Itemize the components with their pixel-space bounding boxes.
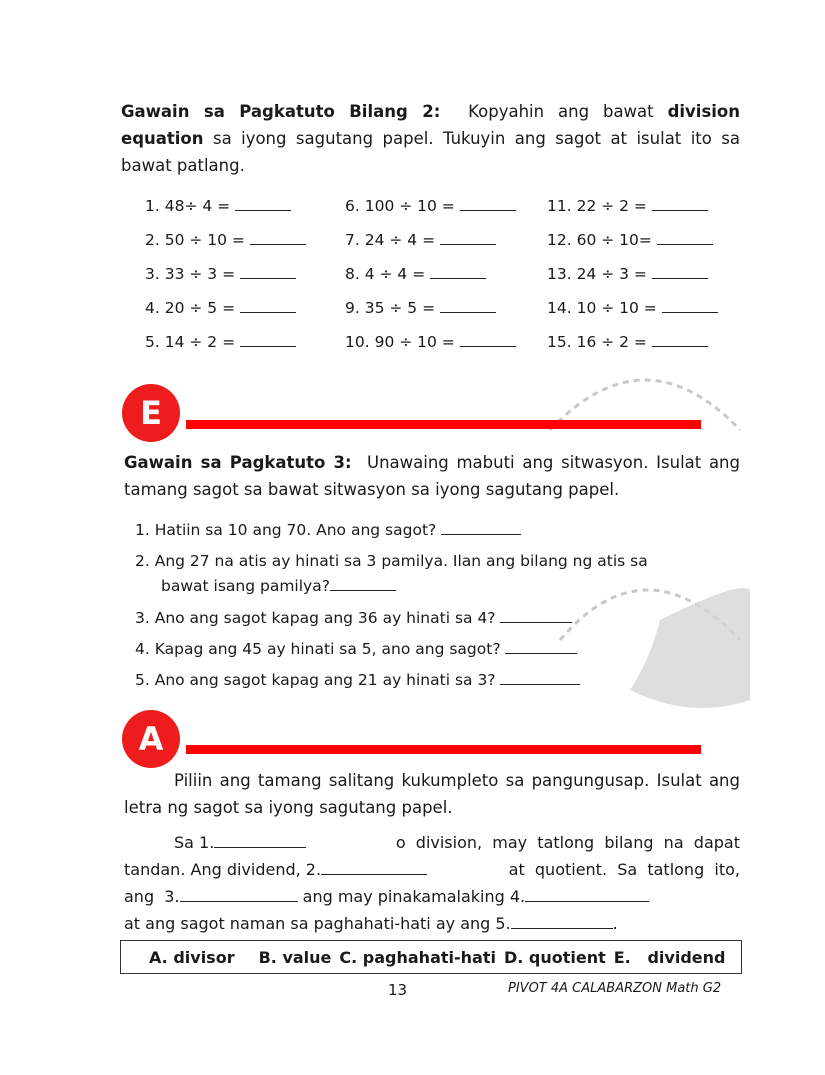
- answer-blank-1[interactable]: [214, 833, 306, 848]
- answer-blank[interactable]: [652, 196, 708, 211]
- answer-blank-5[interactable]: [511, 914, 613, 929]
- answer-blank[interactable]: [250, 230, 306, 245]
- answer-blank[interactable]: [460, 332, 516, 347]
- equation: 15. 16 ÷ 2 =: [547, 333, 647, 351]
- answer-blank[interactable]: [500, 670, 580, 685]
- choice-d: D. quotient: [503, 947, 606, 967]
- section-a-instruction: Piliin ang tamang salitang kukumpleto sa pangungusap. Isulat ang letra ng sagot sa iyong sagutang papel.: [124, 771, 740, 817]
- section-badge-e: E: [122, 384, 180, 442]
- equation: 7. 24 ÷ 4 =: [345, 231, 436, 249]
- equation: 5. 14 ÷ 2 =: [145, 333, 236, 351]
- activity-2-text1: Kopyahin ang bawat: [468, 102, 654, 121]
- equation-column-2: [345, 196, 516, 366]
- footer-title: PIVOT 4A CALABARZON Math G2: [508, 981, 722, 996]
- answer-blank[interactable]: [662, 298, 718, 313]
- activity-3-instructions: [124, 449, 740, 503]
- page-number: 13: [388, 981, 408, 999]
- activity-2-heading: Gawain sa Pagkatuto Bilang 2:: [121, 102, 441, 121]
- equation: 9. 35 ÷ 5 =: [345, 299, 436, 317]
- equation: 8. 4 ÷ 4 =: [345, 265, 426, 283]
- choice-a: A. divisor: [149, 947, 235, 967]
- equation: 1. 48÷ 4 =: [145, 197, 231, 215]
- list-item: 3. Ano ang sagot kapag ang 36 ay hinati sa 4?: [135, 607, 745, 638]
- choices-box: [120, 940, 742, 974]
- equation: 3. 33 ÷ 3 =: [145, 265, 236, 283]
- answer-blank[interactable]: [500, 608, 572, 623]
- list-item: 1. Hatiin sa 10 ang 70. Ano ang sagot?: [135, 519, 745, 550]
- answer-blank[interactable]: [430, 264, 486, 279]
- answer-blank[interactable]: [240, 298, 296, 313]
- equation-column-1: [145, 196, 306, 366]
- equation: 13. 24 ÷ 3 =: [547, 265, 647, 283]
- answer-blank[interactable]: [657, 230, 713, 245]
- answer-blank[interactable]: [441, 520, 521, 535]
- equation: 6. 100 ÷ 10 =: [345, 197, 455, 215]
- section-divider-e: [186, 420, 701, 429]
- answer-blank-4[interactable]: [525, 887, 649, 902]
- word-problem-list: [135, 519, 745, 700]
- activity-2-instructions: [121, 98, 740, 179]
- choice-c: C. paghahati-hati: [339, 947, 496, 967]
- answer-blank[interactable]: [240, 332, 296, 347]
- list-item: 5. Ano ang sagot kapag ang 21 ay hinati sa 3?: [135, 669, 745, 700]
- answer-blank[interactable]: [240, 264, 296, 279]
- activity-2-bold-term: division equation: [121, 102, 740, 148]
- choice-b: B. value: [258, 947, 332, 967]
- answer-blank-3[interactable]: [180, 887, 298, 902]
- list-item: 4. Kapag ang 45 ay hinati sa 5, ano ang sagot?: [135, 638, 745, 669]
- activity-3-text: Unawaing mabuti ang sitwasyon. Isulat ang tamang sagot sa bawat sitwasyon sa iyong sagutang papel.: [124, 453, 740, 499]
- equation: 10. 90 ÷ 10 =: [345, 333, 455, 351]
- answer-blank-2[interactable]: [321, 860, 427, 875]
- answer-blank[interactable]: [652, 332, 708, 347]
- fill-in-paragraph: Sa 1. o division, may tatlong bilang na dapat tandan. Ang dividend, 2. at quotient. Sa tatlong ito, ang 3. ang may pinakamalaking 4. at ang sagot naman sa paghahati-hati ay ang 5. .: [124, 833, 740, 933]
- equation: 14. 10 ÷ 10 =: [547, 299, 657, 317]
- answer-blank[interactable]: [505, 639, 577, 654]
- section-divider-a: [186, 745, 701, 754]
- choice-e: E. dividend: [613, 947, 726, 967]
- equation: 12. 60 ÷ 10=: [547, 231, 652, 249]
- section-badge-a: A: [122, 710, 180, 768]
- equation: 4. 20 ÷ 5 =: [145, 299, 236, 317]
- equation: 11. 22 ÷ 2 =: [547, 197, 647, 215]
- activity-3-heading: Gawain sa Pagkatuto 3:: [124, 453, 352, 472]
- list-item: 2. Ang 27 na atis ay hinati sa 3 pamilya. Ilan ang bilang ng atis sa: [135, 552, 648, 570]
- list-item-continuation: bawat isang pamilya?: [135, 575, 745, 607]
- equation: 2. 50 ÷ 10 =: [145, 231, 245, 249]
- answer-blank[interactable]: [440, 298, 496, 313]
- equation-column-3: [547, 196, 718, 366]
- answer-blank[interactable]: [330, 576, 396, 591]
- answer-blank[interactable]: [460, 196, 516, 211]
- activity-2-text2: sa iyong sagutang papel. Tukuyin ang sagot at isulat ito sa bawat patlang.: [121, 129, 741, 175]
- answer-blank[interactable]: [440, 230, 496, 245]
- answer-blank[interactable]: [235, 196, 291, 211]
- answer-blank[interactable]: [652, 264, 708, 279]
